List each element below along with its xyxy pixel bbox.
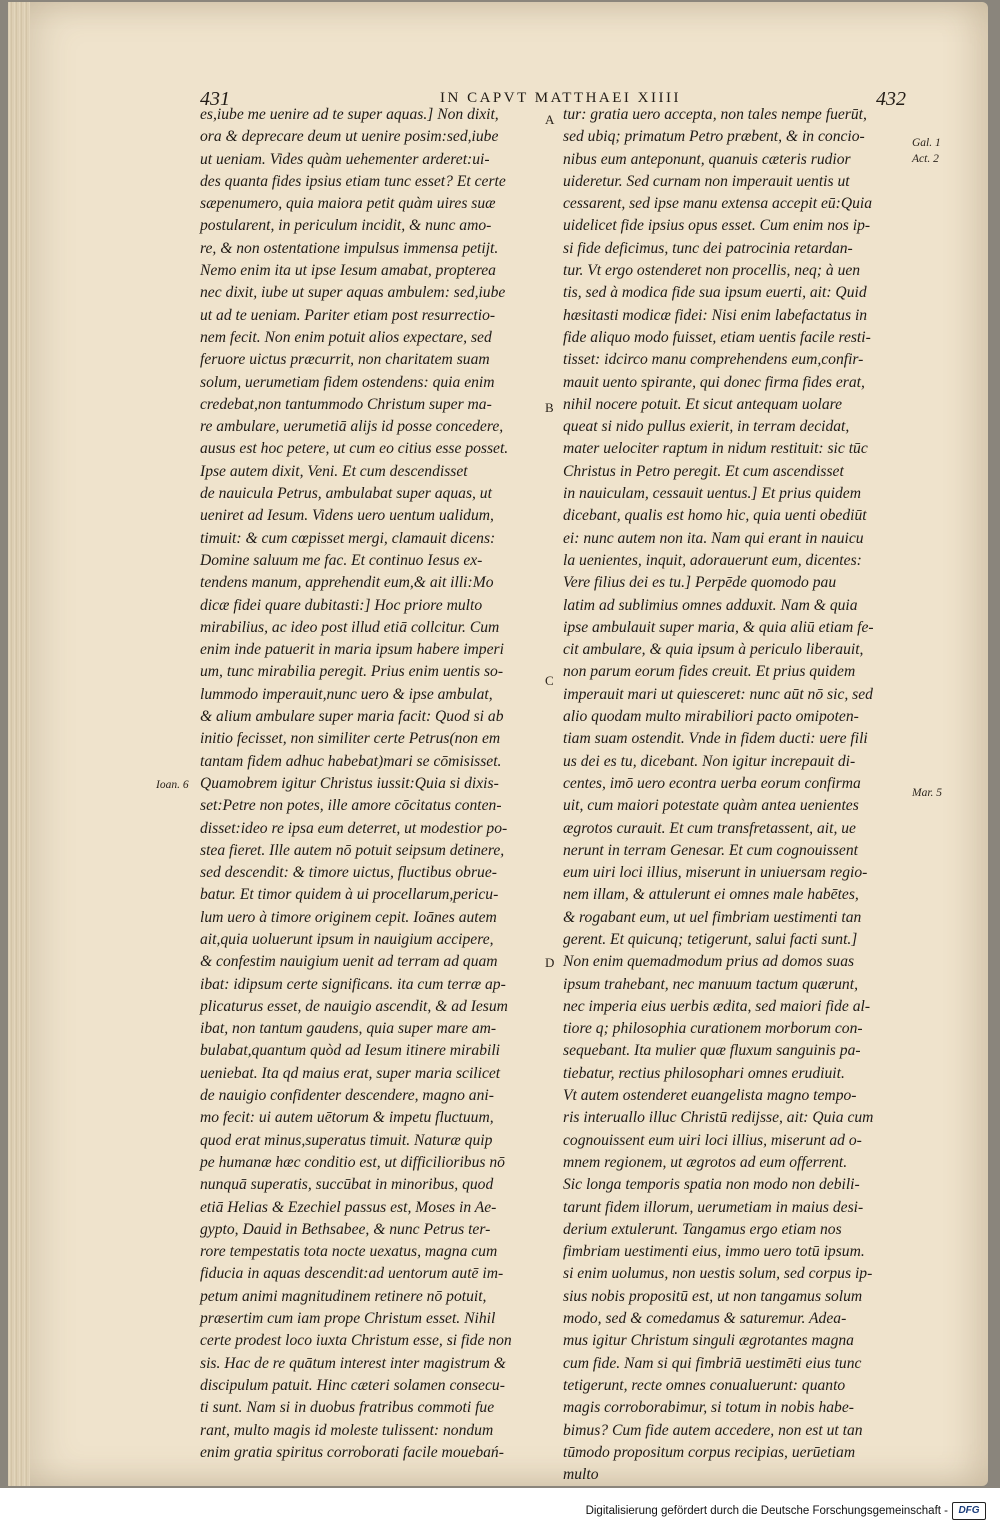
text-line: batur. Et timor quidem à ui procellarum,pericu-	[200, 886, 499, 904]
text-line: tiore q; philosophia curationem morborum con-	[563, 1020, 863, 1038]
text-line: tis, sed à modica fide sua ipsum euerti, ait: Quid	[563, 284, 867, 302]
text-line: disset:ideo re ipsa eum deterret, ut modestior po-	[200, 819, 508, 837]
text-line: ueniret ad Iesum. Videns uero uentum ualidum,	[200, 507, 494, 525]
text-line: mater uelociter raptum in nidum restituit: sic tūc	[563, 440, 868, 458]
text-line: gypto, Dauid in Bethsabee, & nunc Petrus ter-	[200, 1220, 491, 1238]
text-line: ueniebat. Ita qd maius erat, super maria scilicet	[200, 1064, 501, 1082]
footer-bar	[0, 1488, 1000, 1523]
text-line: derium extulerunt. Tangamus ergo etiam nos	[563, 1220, 842, 1238]
text-line: Quamobrem igitur Christus iussit:Quia si dixis-	[200, 774, 499, 792]
text-line: Non enim quemadmodum prius ad domos suas	[563, 953, 855, 971]
text-line: nibus eum anteponunt, quanuis cæteris rudior	[563, 150, 851, 168]
text-line: non parum eorum fides creuit. Et prius quidem	[563, 663, 856, 681]
text-line: tetigerunt, recte omnes conualuerunt: quanto	[563, 1376, 846, 1394]
text-line: ris interuallo illuc Christū redijsse, ait: Quia cum	[563, 1109, 874, 1127]
text-line: ibat: idipsum certe significans. ita cum terræ ap-	[200, 975, 506, 993]
text-line: magis corroborabimur, si totum in nobis habe-	[563, 1399, 854, 1417]
text-line: mirabilius, ac ideo post illud etiā collcitur. Cum	[200, 618, 500, 636]
text-line: bulabat,quantum quòd ad Iesum itinere mirabili	[200, 1042, 501, 1060]
text-line: discipulum patuit. Hinc cæteri solamen consecu-	[200, 1376, 505, 1394]
text-line: ut ad te ueniam. Pariter etiam post resurrectio-	[200, 306, 496, 324]
text-line: mo fecit: ui autem uētorum & impetu fluctuum,	[200, 1109, 494, 1127]
text-line: lummodo imperauit,nunc uero & ipse ambulat,	[200, 685, 493, 703]
text-line: la uenientes, inquit, adorauerunt eum, dicentes:	[563, 551, 862, 569]
left-text-column	[200, 104, 540, 1464]
text-line: re ambulare, uerumetiā alijs id posse concedere,	[200, 418, 504, 436]
text-line: feruore uictus præcurrit, non charitatem suam	[200, 351, 490, 369]
text-line: fimbriam uestimenti eius, immo uero totū ipsum.	[563, 1243, 865, 1261]
text-line: præsertim cum iam prope Christum esset. Nihil	[200, 1310, 496, 1328]
text-line: tur: gratia uero accepta, non tales nempe fuerūt,	[563, 106, 867, 123]
text-line: dicæ fidei quare dubitasti:] Hoc priore multo	[200, 596, 483, 614]
text-line: ut ueniam. Vides quàm uehementer arderet:ui-	[200, 150, 490, 168]
text-line: & alium ambulare super maria facit: Quod si ab	[200, 708, 504, 726]
text-line: fide aliquo modo fuisset, etiam uentis facile resti-	[563, 328, 871, 346]
text-line: quod erat minus,superatus timuit. Naturæ quip	[200, 1131, 493, 1149]
text-line: ipse ambulauit super maria, & quia aliū etiam fe-	[563, 618, 874, 636]
text-line: es,iube me uenire ad te super aquas.] Non dixit,	[200, 106, 499, 123]
text-line: latim ad sublimius omnes adduxit. Nam & quia	[563, 596, 858, 614]
text-line: plicaturus esset, de nauigio ascendit, & ad Iesum	[200, 997, 508, 1015]
text-line: si enim uolumus, non uestis solum, sed corpus ip-	[563, 1265, 873, 1283]
text-line: nem fecit. Non enim potuit alios expectare, sed	[200, 328, 492, 346]
text-line: nem illam, & attulerunt ei omnes male habētes,	[563, 886, 859, 904]
text-line: sed ubiq; primatum Petro præbent, & in concio-	[563, 128, 865, 146]
text-line: rant, multo magis id moleste tulissent: nondum	[200, 1421, 494, 1439]
text-line: ibat, non tantum gaudens, quia super mare am-	[200, 1020, 497, 1038]
text-line: cessarent, sed ipse manu extensa accepit eū:Quia	[563, 195, 873, 213]
text-line: cum fide. Nam si qui fimbriā uestimēti eius tunc	[563, 1354, 862, 1372]
section-marker-a: A	[545, 112, 555, 127]
text-line: ora & deprecare deum ut uenire posim:sed,iube	[200, 128, 499, 146]
text-line: enim inde patuerit in maria ipsum habere imperi	[200, 641, 504, 659]
text-line: & rogabant eum, ut uel fimbriam uestimenti tan	[563, 908, 862, 926]
text-line: nunquā superatis, succūbat in minoribus, quod	[200, 1176, 494, 1194]
text-line: Ipse autem dixit, Veni. Et cum descendisset	[200, 462, 468, 480]
text-line: enim gratia spiritus corroborati facile mouebań-	[200, 1443, 504, 1461]
text-line: in nauiculam, cessauit uentus.] Et prius quidem	[563, 485, 861, 503]
text-line: sequebant. Ita mulier quæ fluxum sanguinis pa-	[563, 1042, 861, 1060]
section-marker-c: C	[545, 673, 554, 688]
text-line: de nauigio confidenter descendere, magno ani-	[200, 1087, 494, 1105]
text-line: des quanta fides ipsius etiam tunc esset? Et certe	[200, 172, 506, 190]
text-line: mauit uento spirante, qui donec firma fides erat,	[563, 373, 865, 391]
text-line: ausus est hoc petere, ut cum eo citius esse posset.	[200, 440, 509, 458]
text-line: de nauicula Petrus, ambulabat super aquas, ut	[200, 485, 492, 503]
text-line: lum uero à timore originem cepit. Ioānes autem	[200, 908, 497, 926]
text-line: cognouissent eum uiri loci illius, miserunt ad o-	[563, 1131, 862, 1149]
text-line: gerent. Et quicunq; tetigerunt, salui facti sunt.]	[563, 930, 858, 948]
text-line: dicebant, qualis est homo hic, quia uenti obediūt	[563, 507, 867, 525]
text-line: tiam suam ostendit. Vnde in fidem ducti: uere fili	[563, 730, 868, 748]
text-line: stea fieret. Ille autem nō potuit seipsum detinere,	[200, 841, 505, 859]
text-line: tendens manum, apprehendit eum,& ait illi:Mo	[200, 574, 494, 592]
margin-note-ioan: Ioan. 6	[156, 779, 189, 791]
text-line: Vt autem ostenderet euangelista magno tempo-	[563, 1087, 857, 1105]
text-line: si fide deficimus, tunc dei patrocinia retardan-	[563, 239, 853, 257]
text-line: mnem regionem, ut ægrotos ad eum offerrent.	[563, 1153, 848, 1171]
text-line: certe prodest loco iuxta Christum esse, si fide non	[200, 1332, 512, 1350]
text-line: uit, cum maiori potestate quàm antea uenientes	[563, 797, 859, 815]
text-line: credebat,non tantummodo Christum super ma-	[200, 395, 492, 413]
text-line: petum animi magnitudinem retinere nō potuit,	[200, 1287, 487, 1305]
text-line: uideretur. Sed curnam non imperauit uentis ut	[563, 172, 850, 190]
text-line: ti sunt. Nam si in duobus fratribus commoti fue	[200, 1399, 495, 1417]
text-line: cit ambulare, & quia ipsum à periculo liberauit,	[563, 641, 864, 659]
margin-note-act: Act. 2	[912, 153, 939, 165]
text-line: Nemo enim ita ut ipse Iesum amabat, propterea	[200, 262, 496, 280]
text-line: ait,quia uoluerunt ipsum in nauigium accipere,	[200, 930, 494, 948]
text-line: queat si nido pullus exierit, in terram decidat,	[563, 418, 850, 436]
text-line: tisset: idcirco manu comprehendens eum,confir-	[563, 351, 864, 369]
text-line: imperauit mari ut quiesceret: nunc aūt nō sic, sed	[563, 685, 873, 703]
margin-note-gal: Gal. 1	[912, 137, 941, 149]
text-line: uidelicet fide ipsius opus esset. Cum enim nos ip-	[563, 217, 871, 235]
dfg-logo: DFG	[952, 1502, 986, 1520]
text-line: etiā Helias & Ezechiel passus est, Moses in Ae-	[200, 1198, 497, 1216]
text-line: tantam fidem adhuc habebat)mari se cōmisisset.	[200, 752, 502, 770]
text-line: tarunt fidem illorum, uerumetiam in maius desi-	[563, 1198, 864, 1216]
text-line: sis. Hac de re quātum interest inter magistrum &	[200, 1354, 506, 1372]
section-marker-b: B	[545, 400, 554, 415]
running-title: IN CAPVT MATTHAEI XIIII	[440, 90, 681, 106]
page-edge-stack	[8, 2, 30, 1486]
text-line: ægrotos curauit. Et cum transfretassent, ait, ue	[563, 819, 856, 837]
text-line: mus igitur Christum singuli ægrotantes magna	[563, 1332, 854, 1350]
text-line: Vere filius dei es tu.] Perpēde quomodo pau	[563, 574, 837, 592]
text-line: fiducia in aquas descendit:ad uentorum autē im-	[200, 1265, 504, 1283]
text-line: tur. Vt ergo ostenderet non procellis, neq; à uen	[563, 262, 861, 280]
text-line: ei: nunc autem non ita. Nam qui erant in nauicu	[563, 529, 864, 547]
right-text-column	[563, 104, 908, 1486]
text-line: sæpenumero, quia maiora petit quàm uires suæ	[200, 195, 496, 213]
text-line: sed descendit: & timore uictus, fluctibus obrue-	[200, 864, 497, 882]
section-marker-d: D	[545, 955, 555, 970]
text-line: sius nobis propositū est, ut non tangamus solum	[563, 1287, 863, 1305]
text-line: us dei es tu, dicebant. Non igitur increpauit di-	[563, 752, 856, 770]
text-line: Domine saluum me fac. Et continuo Iesus ex-	[200, 551, 483, 569]
text-line: nec dixit, iube ut super aquas ambulem: sed,iube	[200, 284, 506, 302]
text-line: nec imperia eius uerbis ædita, sed maiori fide al-	[563, 997, 871, 1015]
page-number-right: 432	[876, 88, 906, 110]
text-line: centes, imō uero econtra uerba eorum confirma	[563, 774, 861, 792]
text-line: um, tunc mirabilia peregit. Prius enim uentis so-	[200, 663, 504, 681]
text-line: & confestim nauigium uenit ad terram ad quam	[200, 953, 498, 971]
text-line: modo, sed & comedamus & saturemur. Adea-	[563, 1310, 847, 1328]
text-line: initio fecisset, non similiter certe Petrus(non em	[200, 730, 501, 748]
text-line: rore tempestatis tota nocte uexatus, magna cum	[200, 1243, 498, 1261]
text-line: eum uiri loci illius, miserunt in uniuersam regio-	[563, 864, 868, 882]
margin-note-mar: Mar. 5	[912, 787, 943, 799]
text-line: nihil nocere potuit. Et sicut antequam uolare	[563, 395, 843, 413]
text-line: pe humanæ hæc conditio est, ut difficilioribus nō	[200, 1153, 505, 1171]
text-line: alio quodam multo mirabiliori pacto omipoten-	[563, 708, 859, 726]
text-line: hæsitasti modicæ fidei: Nisi enim labefactatus in	[563, 306, 868, 324]
page-number-left: 431	[200, 88, 230, 110]
text-line: timuit: & cum cœpisset mergi, clamauit dicens:	[200, 529, 496, 547]
text-line: set:Petre non potes, ille amore cōcitatus conten-	[200, 797, 502, 815]
text-line: Christus in Petro peregit. Et cum ascendisset	[563, 462, 844, 480]
text-line: nerunt in terram Genesar. Et cum cognouissent	[563, 841, 858, 859]
text-line: bimus? Cum fide autem accedere, non est ut tan	[563, 1421, 863, 1439]
text-line: multo	[563, 1466, 599, 1484]
text-line: solum, uerumetiam fidem ostendens: quia enim	[200, 373, 495, 391]
text-line: ipsum trahebant, nec manuum tactum quærunt,	[563, 975, 858, 993]
text-line: tūmodo propositum corpus recipias, uerūetiam	[563, 1443, 856, 1461]
funding-credit: Digitalisierung gefördert durch die Deutsche Forschungsgemeinschaft -	[585, 1505, 948, 1517]
text-line: Sic longa temporis spatia non modo non debili-	[563, 1176, 860, 1194]
text-line: tiebatur, rectius philosophari omnes erudiuit.	[563, 1064, 845, 1082]
text-line: postularent, in periculum incidit, & nunc amo-	[200, 217, 492, 235]
text-line: re, & non ostentatione impulsus immensa petijt.	[200, 239, 499, 257]
